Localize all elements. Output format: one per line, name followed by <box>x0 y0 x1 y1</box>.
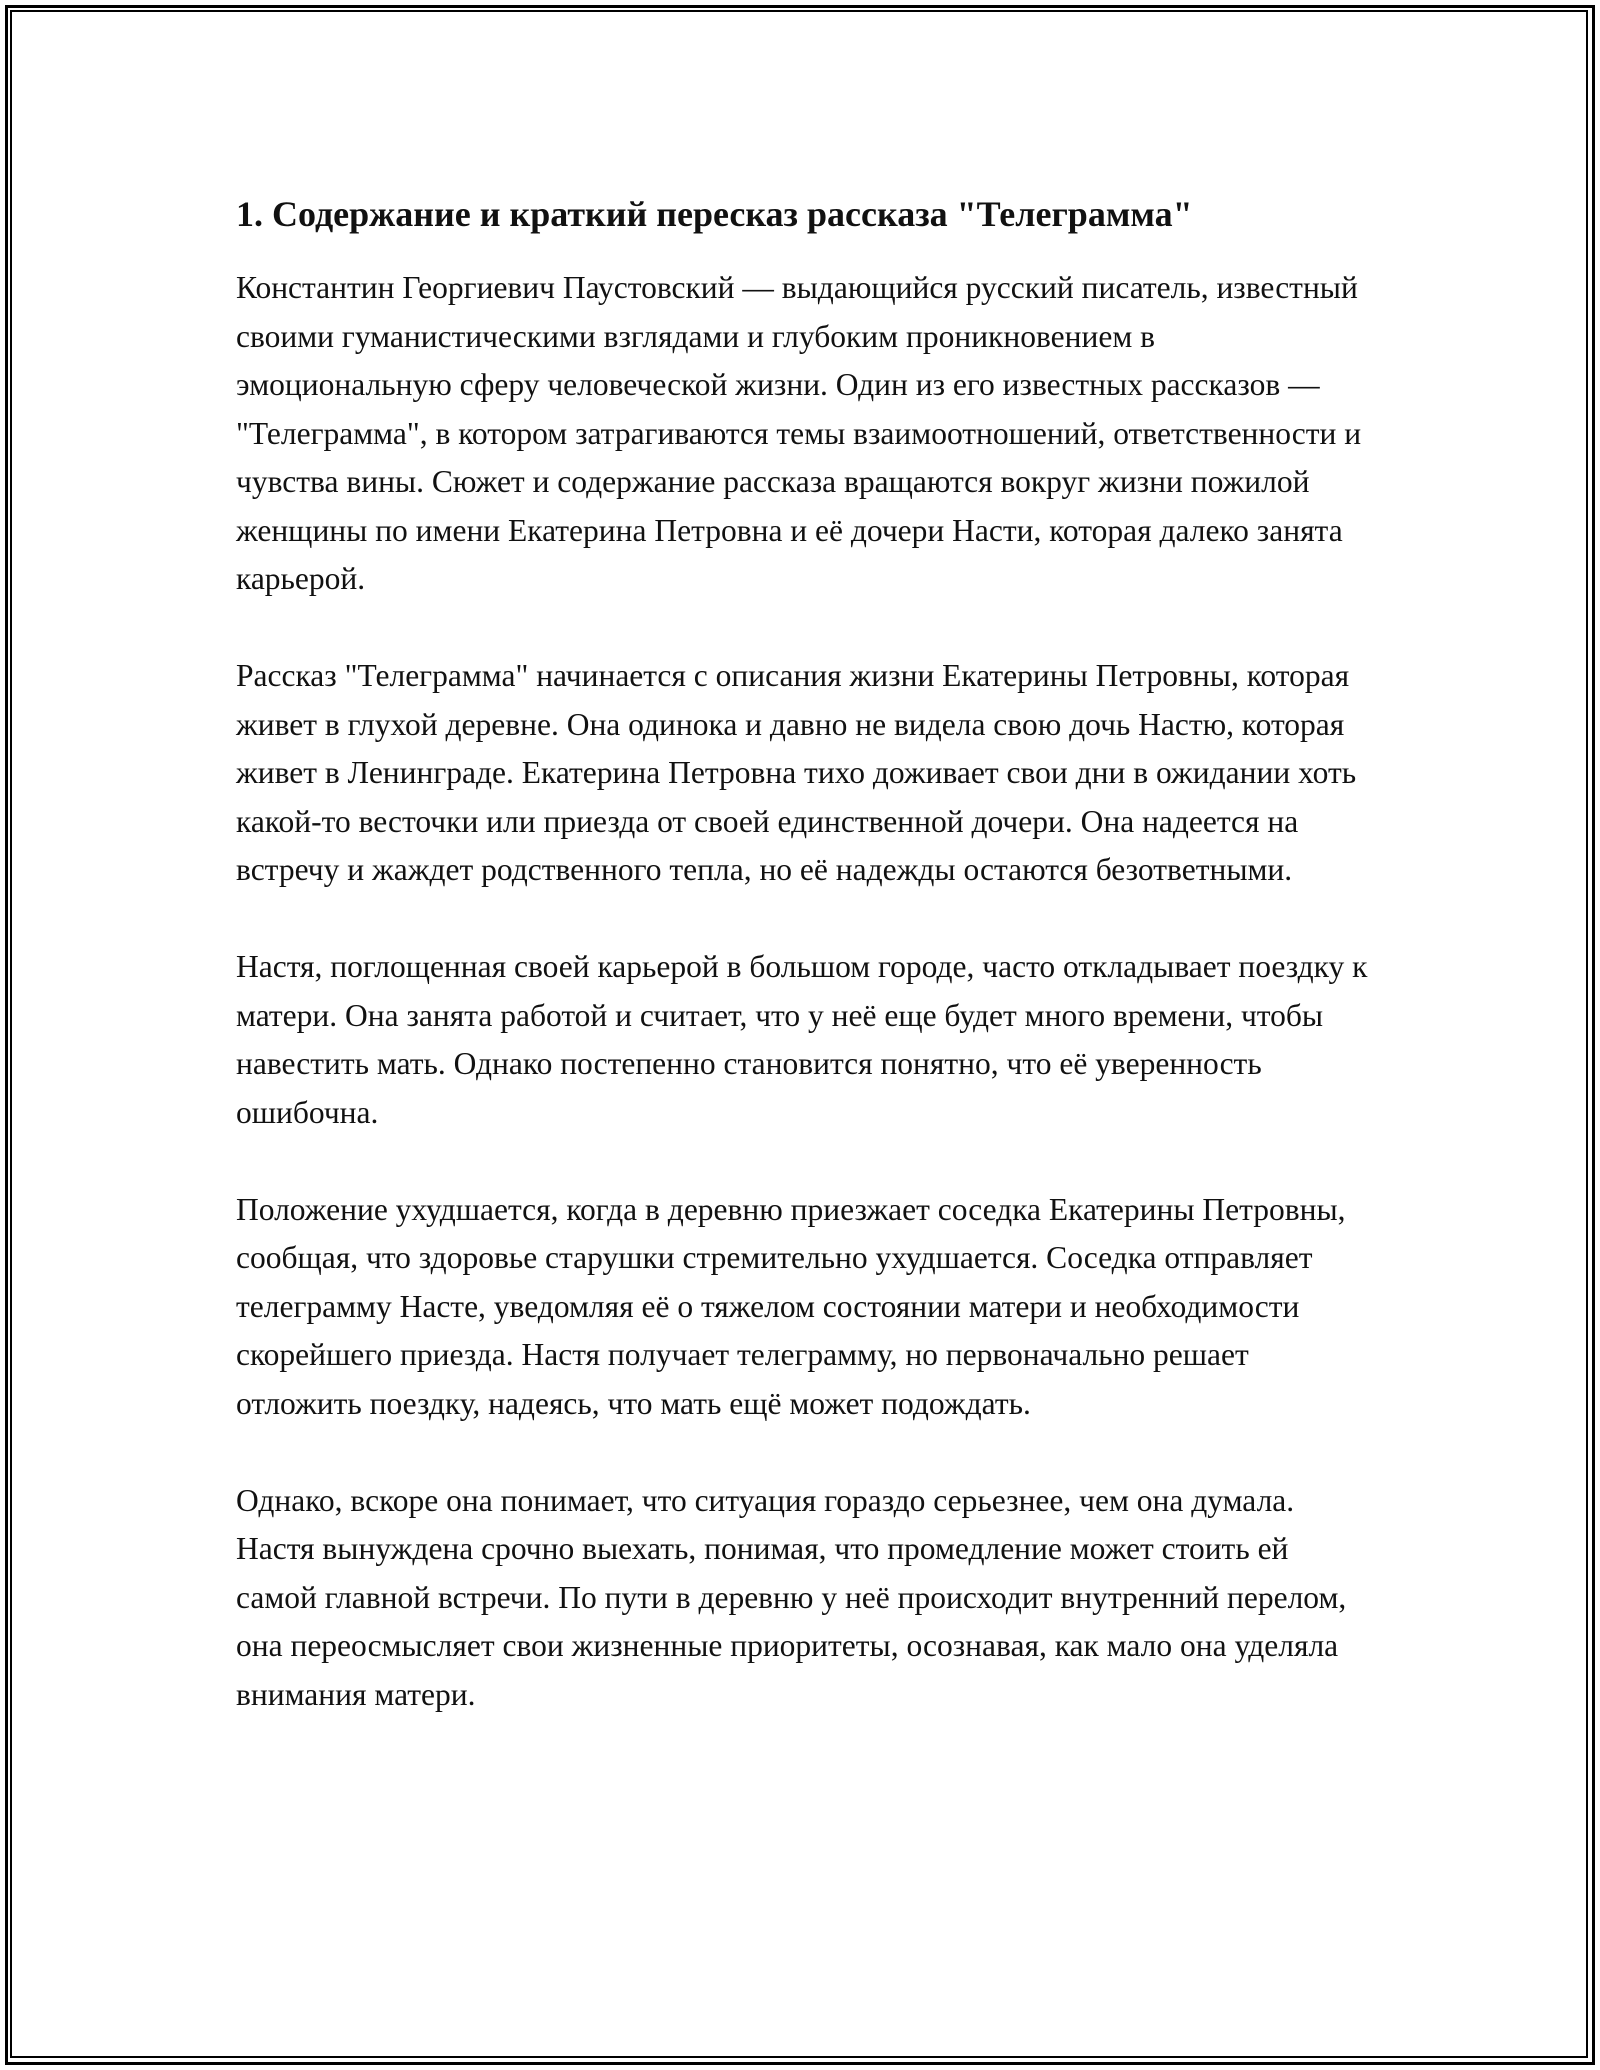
paragraph-realization: Однако, вскоре она понимает, что ситуация гораздо серьезнее, чем она думала. Настя вынуждена срочно выехать, понимая, что промедление может стоить ей самой главной встречи. По пути в деревню у неё происходит внутренний перелом, она переосмысляет свои жизненные приоритеты, осознавая, как мало она уделяла внимания матери. <box>236 1482 1347 1712</box>
document-body <box>236 190 1376 1719</box>
paragraph-telegram: Положение ухудшается, когда в деревню приезжает соседка Екатерины Петровны, сообщая, что здоровье старушки стремительно ухудшается. Соседка отправляет телеграмму Насте, уведомляя её о тяжелом состоянии матери и необходимости скорейшего приезда. Настя получает телеграмму, но первоначально решает отложить поездку, надеясь, что мать ещё может подождать. <box>236 1191 1346 1421</box>
paragraph-beginning: Рассказ "Телеграмма" начинается с описания жизни Екатерины Петровны, которая живет в глухой деревне. Она одинока и давно не видела свою дочь Настю, которая живет в Ленинграде. Екатерина Петровна тихо доживает свои дни в ожидании хоть какой-то весточки или приезда от своей единственной дочери. Она надеется на встречу и жаждет родственного тепла, но её надежды остаются безответными. <box>236 658 1357 887</box>
paragraph-nastya-career: Настя, поглощенная своей карьерой в большом городе, часто откладывает поездку к матери. Она занята работой и считает, что у неё еще будет много времени, чтобы навестить мать. Однако постепенно становится понятно, что её уверенность ошибочна. <box>236 949 1368 1130</box>
paragraph-intro: Константин Георгиевич Паустовский — выдающийся русский писатель, известный своими гуманистическими взглядами и глубоким проникновением в эмоциональную сферу человеческой жизни. Один из его известных рассказов — "Телеграмма", в котором затрагиваются темы взаимоотношений, ответственности и чувства вины. Сюжет и содержание рассказа вращаются вокруг жизни пожилой женщины по имени Екатерина Петровна и её дочери Насти, которая далеко занята карьерой. <box>236 270 1362 596</box>
section-heading: 1. Содержание и краткий пересказ рассказа "Телеграмма" <box>236 194 1193 234</box>
